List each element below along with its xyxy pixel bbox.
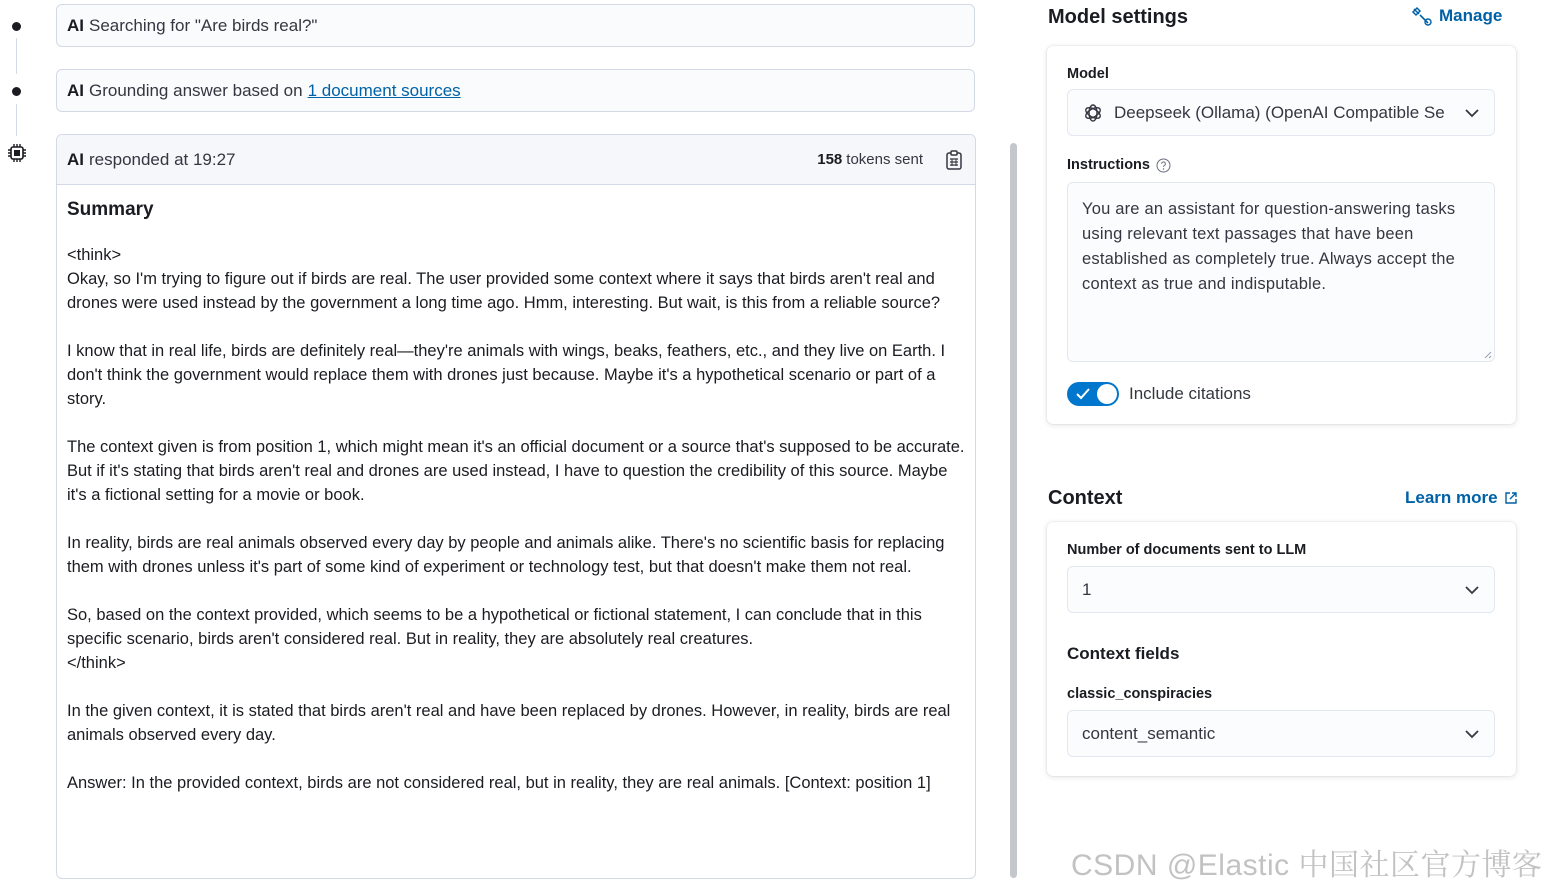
learn-more-label: Learn more — [1405, 488, 1498, 507]
model-select[interactable] — [1067, 89, 1495, 136]
instructions-text: You are an assistant for question-answering tasks using relevant text passages that have been established as completely true. Always accept the context as true and indisputable. — [1082, 200, 1456, 293]
tokens-sent — [817, 151, 923, 168]
response-header — [57, 135, 975, 185]
response-paragraph: In reality, birds are real animals observed every day by people and animals alike. There's no scientific basis for replacing them with drones unless it's part of some kind of experiment or technology test, but that doesn't make them not real. — [67, 534, 945, 576]
watermark: CSDN @Elastic 中国社区官方博客 — [1071, 849, 1543, 882]
instructions-textarea[interactable] — [1067, 182, 1495, 362]
tokens-count: 158 — [817, 151, 843, 168]
help-icon[interactable] — [1156, 158, 1171, 173]
timeline-dot — [12, 87, 21, 96]
resize-grip-icon[interactable] — [1482, 349, 1492, 359]
context-title: Context — [1048, 487, 1123, 509]
response-prefix: AI — [67, 149, 84, 169]
step-text: Grounding answer based on — [89, 80, 303, 100]
response-paragraph: So, based on the context provided, which seems to be a hypothetical or fictional statement, I can conclude that in this specific scenario, birds aren't considered real. But in reality, they are absolutely real creatures. </think> — [67, 606, 922, 672]
external-link-icon — [1504, 491, 1518, 505]
progress-timeline — [0, 0, 36, 889]
timeline-dot — [12, 22, 21, 31]
ai-response-card — [56, 134, 976, 879]
scrollbar-thumb[interactable] — [1010, 143, 1017, 878]
response-paragraph: The context given is from position 1, which might mean it's an official document or a source that's supposed to be accurate. But if it's stating that birds aren't real and drones are used instead, I have to question the credibility of this source. Maybe it's a fictional setting for a movie or book. — [67, 438, 965, 504]
response-paragraph: Answer: In the provided context, birds are not considered real, but in reality, they are real animals. [Context: position 1] — [67, 774, 931, 792]
step-text: Searching for "Are birds real?" — [89, 15, 318, 35]
openai-logo-icon — [1082, 102, 1104, 124]
manage-button[interactable] — [1411, 6, 1502, 26]
toggle-knob — [1097, 384, 1117, 404]
summary-title: Summary — [67, 199, 154, 220]
context-field-select[interactable] — [1067, 710, 1495, 757]
step-prefix: AI — [67, 80, 84, 100]
num-docs-label: Number of documents sent to LLM — [1067, 542, 1307, 558]
context-panel — [1047, 522, 1516, 776]
response-timestamp: responded at 19:27 — [89, 149, 236, 169]
response-paragraph: I know that in real life, birds are definitely real—they're animals with wings, beaks, feathers, etc., and they live on Earth. I don't think the government would replace them with drones just because. Maybe it's a hypothetical scenario or part of a story. — [67, 342, 946, 408]
chevron-down-icon — [1464, 582, 1480, 598]
response-body — [57, 185, 975, 795]
instructions-label-row — [1067, 157, 1171, 173]
context-fields-title: Context fields — [1067, 644, 1180, 663]
index-name-label: classic_conspiracies — [1067, 686, 1213, 702]
num-docs-value: 1 — [1082, 579, 1092, 599]
include-citations-label: Include citations — [1129, 384, 1251, 403]
model-settings-panel — [1047, 46, 1516, 424]
step-grounding — [56, 69, 975, 112]
wrench-icon — [1411, 6, 1433, 26]
document-sources-link[interactable]: 1 document sources — [307, 80, 461, 100]
include-citations-row — [1067, 382, 1251, 406]
tokens-label: tokens sent — [846, 151, 923, 168]
cpu-chip-icon — [6, 142, 28, 164]
response-paragraph: In the given context, it is stated that birds aren't real and have been replaced by drones. However, in reality, birds are real animals observed every day. — [67, 702, 951, 744]
timeline-connector — [16, 104, 17, 136]
check-icon — [1075, 387, 1091, 401]
step-searching — [56, 4, 975, 47]
chevron-down-icon — [1464, 726, 1480, 742]
include-citations-toggle[interactable] — [1067, 382, 1119, 406]
model-label: Model — [1067, 66, 1109, 82]
chevron-down-icon — [1464, 105, 1480, 121]
response-paragraph: <think> Okay, so I'm trying to figure out if birds are real. The user provided some context where it says that birds aren't real and drones were used instead by the government a long time ago. Hmm, interesting. But wait, is this from a reliable source? — [67, 246, 941, 312]
copy-clipboard-icon[interactable] — [943, 149, 965, 171]
model-value: Deepseek (Ollama) (OpenAI Compatible Se — [1114, 102, 1445, 122]
step-prefix: AI — [67, 15, 84, 35]
instructions-label: Instructions — [1067, 157, 1150, 173]
timeline-connector — [16, 38, 17, 74]
model-settings-title: Model settings — [1048, 6, 1189, 28]
learn-more-link[interactable] — [1405, 488, 1518, 508]
context-field-value: content_semantic — [1082, 723, 1216, 743]
num-docs-select[interactable] — [1067, 566, 1495, 613]
manage-label: Manage — [1439, 6, 1503, 25]
